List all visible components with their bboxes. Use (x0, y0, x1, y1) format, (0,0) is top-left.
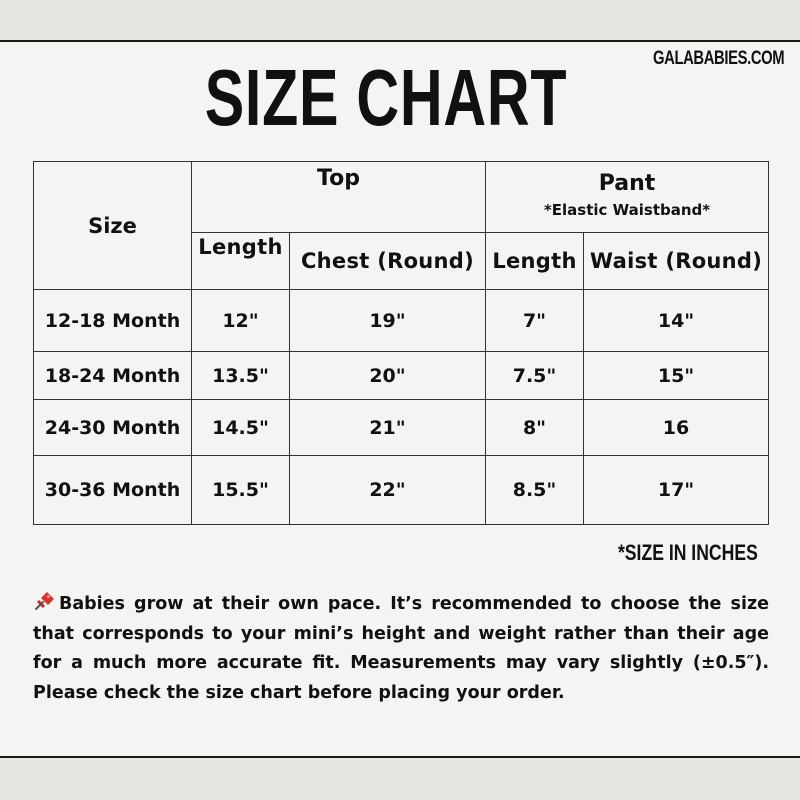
size-column-header: Size (34, 162, 192, 290)
size-cell: 30-36 Month (34, 456, 192, 525)
size-cell: 12-18 Month (34, 290, 192, 352)
top-group-header: Top (192, 162, 486, 233)
brand-website: GALABABIES.COM (652, 48, 784, 69)
top-chest-cell: 21" (290, 400, 486, 456)
pant-length-header: Length (486, 233, 584, 290)
pant-waist-header: Waist (Round) (584, 233, 769, 290)
table-header-row (34, 162, 769, 233)
size-chart-card (0, 40, 800, 758)
page-title (0, 50, 772, 146)
unit-note-text: *SIZE IN INCHES (618, 540, 758, 565)
top-chest-header: Chest (Round) (290, 233, 486, 290)
unit-note (583, 540, 758, 566)
pant-length-cell: 7" (486, 290, 584, 352)
pant-header-label: Pant (598, 171, 656, 196)
size-table (33, 161, 769, 525)
table-row (34, 456, 769, 525)
table-row (34, 400, 769, 456)
pant-length-cell: 8.5" (486, 456, 584, 525)
top-chest-cell: 19" (290, 290, 486, 352)
pant-group-header (486, 162, 769, 233)
pant-waist-cell: 16 (584, 400, 769, 456)
pant-subheader-label: *Elastic Waistband* (543, 201, 711, 219)
size-cell: 18-24 Month (34, 352, 192, 400)
top-length-header: Length (192, 233, 290, 290)
pant-waist-cell: 15" (584, 352, 769, 400)
pant-waist-cell: 14" (584, 290, 769, 352)
disclaimer (33, 590, 769, 708)
page-title-text: SIZE CHART (204, 53, 568, 142)
top-length-cell: 14.5" (192, 400, 290, 456)
table-row (34, 352, 769, 400)
size-cell: 24-30 Month (34, 400, 192, 456)
table-row (34, 290, 769, 352)
pant-waist-cell: 17" (584, 456, 769, 525)
disclaimer-text: Babies grow at their own pace. It’s recommended to choose the size that corresponds to your mini’s height and weight rather than their age for a much more accurate fit. Measurements may vary slightly (±0.5″). Please check the size chart before placing your order. (33, 594, 769, 703)
pant-length-cell: 8" (486, 400, 584, 456)
pushpin-icon (33, 591, 55, 611)
top-length-cell: 12" (192, 290, 290, 352)
top-length-cell: 13.5" (192, 352, 290, 400)
top-chest-cell: 22" (290, 456, 486, 525)
top-length-cell: 15.5" (192, 456, 290, 525)
pant-length-cell: 7.5" (486, 352, 584, 400)
top-chest-cell: 20" (290, 352, 486, 400)
